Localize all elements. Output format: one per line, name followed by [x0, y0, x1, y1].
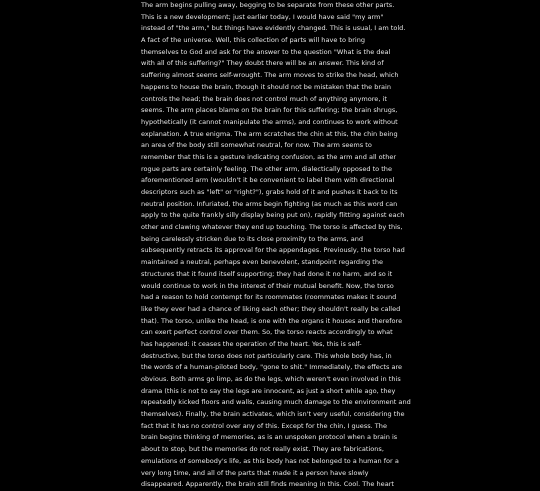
text-line: destructive, but the torso does not particularly care. This whole body has, in	[141, 351, 392, 360]
text-line: apply to the quite frankly silly display being put on), rapidly flitting against each	[141, 211, 405, 220]
text-line: subsequently retracts its approval for the appendages. Previously, the torso had	[141, 246, 405, 255]
text-line: maintained a neutral, perhaps even benevolent, standpoint regarding the	[141, 258, 384, 267]
text-line: descriptors such as "left" or "right?"), grabs hold of it and pushes it back to its	[141, 188, 398, 196]
text-line: has happened: it ceases the operation of the heart. Yes, this is self-	[141, 339, 362, 348]
text-line: had a reason to hold contempt for its roommates (roommates makes it sound	[141, 293, 397, 302]
text-line: themselves to God and ask for the answer to the question "What is the deal	[141, 47, 391, 56]
text-line: happens to house the brain, though it should not be mistaken that the brain	[141, 82, 392, 91]
text-line: rogue parts are certainly feeling. The other arm, dialectically opposed to the	[141, 164, 392, 173]
text-line: being carelessly stricken due to its close proximity to the arms, and	[141, 234, 364, 243]
text-line: very long time, and all of the parts that made it a person have slowly	[141, 468, 369, 477]
body-text	[141, 0, 411, 491]
text-line: seems. The arm places blame on the brain for this suffering; the brain shrugs,	[141, 106, 398, 115]
text-line: can exert perfect control over them. So, the torso reacts accordingly to what	[141, 328, 393, 337]
text-line: remember that this is a gesture indicating confusion, as the arm and all other	[141, 152, 397, 161]
text-line: brain begins thinking of memories, as is an unspoken protocol when a brain is	[141, 433, 398, 442]
text-line: with all of this suffering?" They doubt there will be an answer. This kind of	[141, 59, 384, 68]
text-line: hypothetically (it cannot manipulate the arms), and continues to work without	[141, 117, 398, 126]
text-line: The arm begins pulling away, begging to be separate from these other parts.	[141, 1, 395, 9]
text-line: drama (this is not to say the legs are innocent, as just a short while ago, they	[141, 386, 396, 395]
text-line: like they ever had a chance of liking each other; they shouldn't really be called	[141, 304, 401, 313]
text-line: other and clawing whatever they end up touching. The torso is affected by this,	[141, 223, 403, 232]
text-line: that). The torso, unlike the head, is one with the organs it houses and therefore	[141, 316, 403, 325]
text-line: aforementioned arm (wouldn't it be convenient to label them with directional	[141, 176, 395, 185]
text-line: would continue to work in the interest of their mutual benefit. Now, the torso	[141, 281, 394, 290]
text-line: disappeared. Apparently, the brain still finds meaning in this. Cool. The heart	[141, 480, 394, 489]
text-line: themselves). Finally, the brain activates, which isn't very useful, considering the	[141, 410, 405, 419]
text-line: structures that it found itself supporting; they had done it no harm, and so it	[141, 269, 393, 278]
text-line: A fact of the universe. Well, this collection of parts will have to bring	[141, 36, 366, 45]
text-line: This is a new development; just earlier today, I would have said "my arm"	[141, 12, 384, 21]
text-line: instead of "the arm," but things have evidently changed. This is usual, I am told.	[141, 24, 406, 33]
text-line: about to stop, but the memories do not really exist. They are fabrications,	[141, 445, 384, 454]
text-line: suffering almost seems self-wrought. The arm moves to strike the head, which	[141, 71, 399, 80]
text-line: controls the head; the brain does not control much of anything anymore, it	[141, 94, 387, 103]
text-line: repeatedly kicked floors and walls, causing much damage to the environment and	[141, 398, 411, 407]
text-line: explanation. A true enigma. The arm scratches the chin at this, the chin being	[141, 129, 398, 138]
text-line: obvious. Both arms go limp, as do the legs, which weren't even involved in this	[141, 375, 401, 383]
text-line: emulations of somebody's life, as this body has not belonged to a human for a	[141, 456, 399, 465]
text-line: fact that it has no control over any of this. Except for the chin, I guess. The	[141, 421, 387, 430]
text-line: an area of the body still somewhat neutral, for now. The arm seems to	[141, 141, 372, 150]
text-line: neutral position. Infuriated, the arms begin fighting (as much as this word can	[141, 199, 398, 208]
text-line: the words of a human-piloted body, "gone to shit." Immediately, the effects are	[141, 363, 403, 372]
